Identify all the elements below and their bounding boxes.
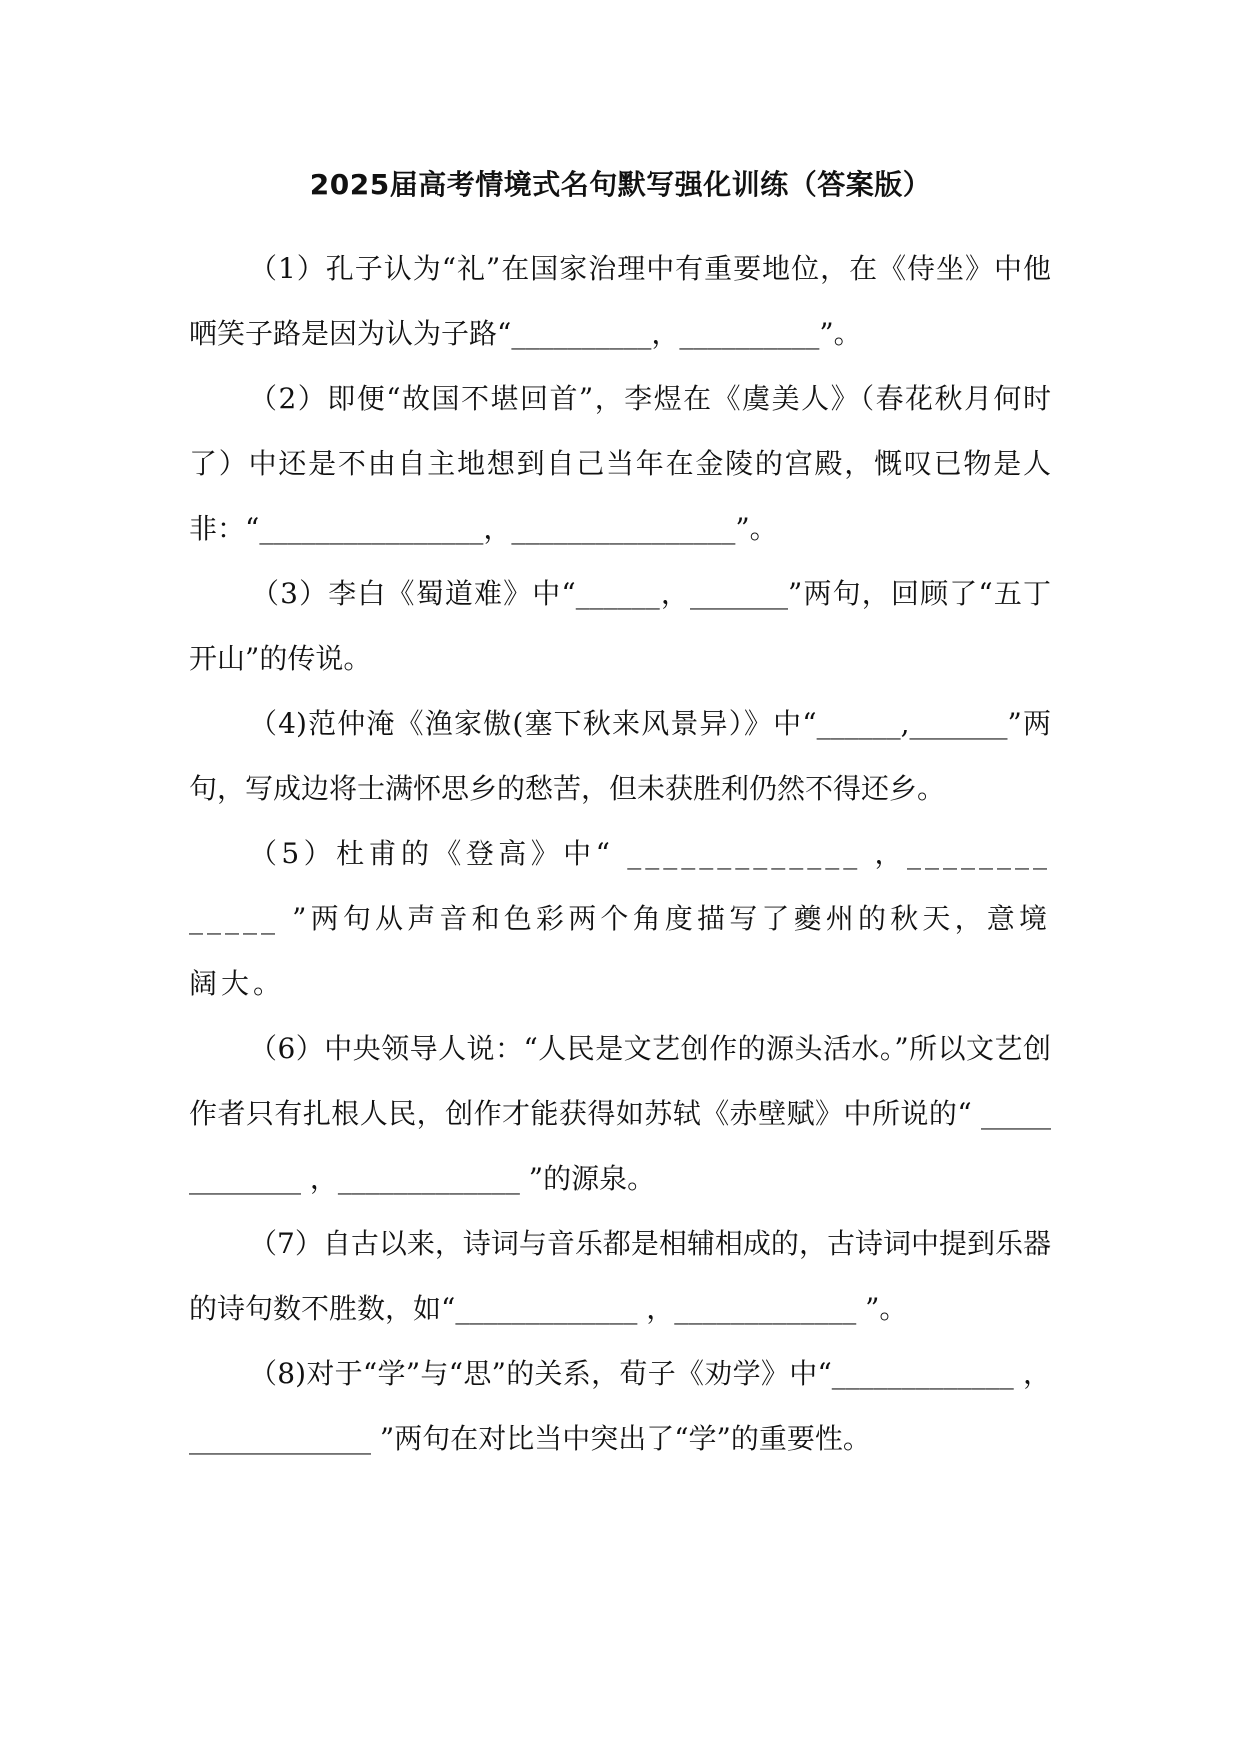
question-list xyxy=(189,236,1051,1471)
question-5: （5）杜甫的《登高》中“ _____________ ，_____________ ”两句从声音和色彩两个角度描写了夔州的秋天，意境阔大。 xyxy=(189,837,1051,1000)
document-title: 2025届高考情境式名句默写强化训练（答案版） xyxy=(309,168,932,201)
question-6: （6）中央领导人说：“人民是文艺创作的源头活水。”所以文艺创作者只有扎根人民，创作才能获得如苏轼《赤壁赋》中所说的“ _____________ ，_____________ ”的源泉。 xyxy=(189,1032,1051,1195)
question-1: （1）孔子认为“礼”在国家治理中有重要地位，在《侍坐》中他哂笑子路是因为认为子路“__________，__________”。 xyxy=(189,252,1051,350)
question-7: （7）自古以来，诗词与音乐都是相辅相成的，古诗词中提到乐器的诗句数不胜数，如“_____________ ，_____________ ”。 xyxy=(189,1227,1051,1325)
question-2: （2）即便“故国不堪回首”，李煜在《虞美人》（春花秋月何时了）中还是不由自主地想到自己当年在金陵的宫殿，慨叹已物是人非：“________________，________________”。 xyxy=(189,382,1051,545)
question-8: （8)对于“学”与“思”的关系，荀子《劝学》中“_____________ ，_____________ ”两句在对比当中突出了“学”的重要性。 xyxy=(189,1357,1051,1455)
question-3: （3）李白《蜀道难》中“______，_______”两句，回顾了“五丁开山”的传说。 xyxy=(189,577,1051,675)
question-4: （4)范仲淹《渔家傲(塞下秋来风景异）》中“______,_______”两句，写成边将士满怀思乡的愁苦，但未获胜利仍然不得还乡。 xyxy=(189,707,1051,805)
